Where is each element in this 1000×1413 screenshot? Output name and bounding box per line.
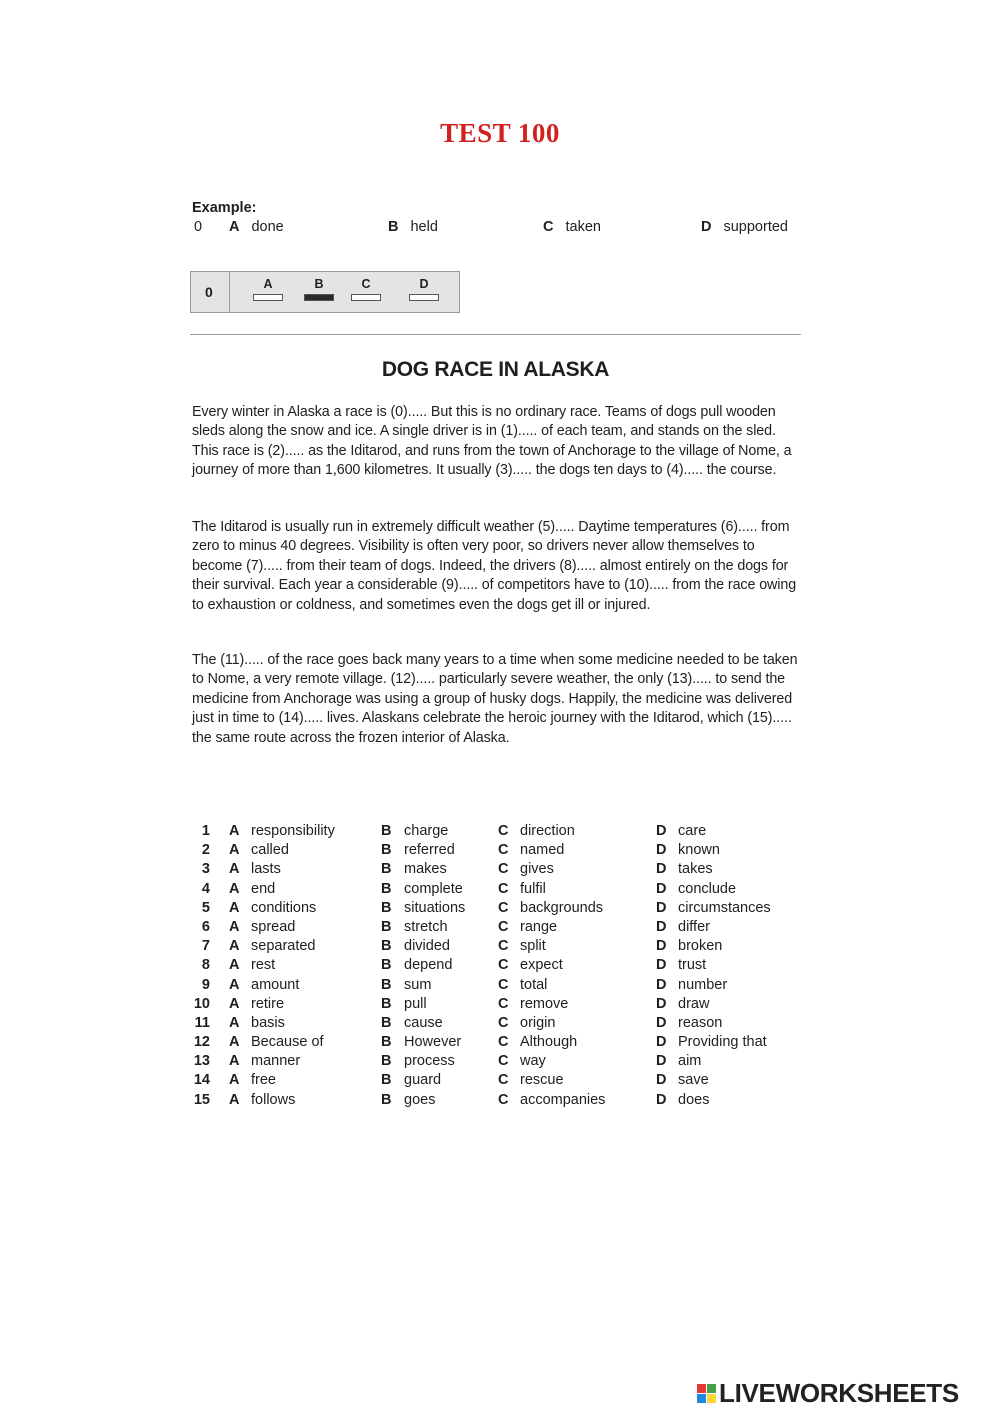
example-option-d: D supported bbox=[701, 219, 788, 235]
option-word-b: sum bbox=[404, 976, 432, 993]
option-letter-d: D bbox=[656, 1091, 667, 1108]
answer-bubble bbox=[253, 294, 283, 301]
option-letter-d: D bbox=[656, 995, 667, 1012]
option-word-a: free bbox=[251, 1072, 276, 1089]
question-number: 4 bbox=[201, 880, 210, 897]
option-word-c: accompanies bbox=[520, 1091, 606, 1108]
question-number: 1 bbox=[201, 823, 210, 839]
option-word-d: aim bbox=[678, 1053, 702, 1070]
option-letter-d: D bbox=[656, 957, 667, 974]
option-letter-b: B bbox=[381, 880, 392, 897]
example-option-a: A done bbox=[229, 219, 284, 235]
option-letter-c: C bbox=[498, 861, 509, 878]
option-word-c: total bbox=[520, 976, 548, 993]
option-letter-d: D bbox=[656, 899, 667, 916]
option-word-b: goes bbox=[404, 1091, 436, 1108]
logo-square bbox=[707, 1384, 716, 1393]
example-option-c: C taken bbox=[543, 219, 601, 235]
option-letter-d: D bbox=[656, 861, 667, 878]
page-title: TEST 100 bbox=[440, 118, 560, 148]
option-letter-a: A bbox=[229, 938, 240, 955]
option-word-d: differ bbox=[678, 918, 710, 935]
option-letter-d: D bbox=[656, 1034, 667, 1051]
question-number: 6 bbox=[201, 918, 210, 935]
option-letter-b: B bbox=[381, 1091, 392, 1108]
question-row bbox=[0, 957, 1000, 976]
option-word-d: care bbox=[678, 823, 707, 839]
option-word-b: stretch bbox=[404, 918, 448, 935]
option-word-a: basis bbox=[251, 1014, 285, 1031]
option-word-a: separated bbox=[251, 938, 316, 955]
answer-bubble bbox=[351, 294, 381, 301]
question-row bbox=[0, 1053, 1000, 1072]
answer-bubble bbox=[409, 294, 439, 301]
option-word-c: named bbox=[520, 842, 565, 859]
logo-square bbox=[707, 1394, 716, 1403]
option-letter-b: B bbox=[381, 1072, 392, 1089]
story-title: DOG RACE IN ALASKA bbox=[381, 358, 610, 381]
option-word-c: expect bbox=[520, 957, 563, 974]
option-letter-a: A bbox=[229, 1091, 240, 1108]
option-letter-c: C bbox=[498, 1072, 509, 1089]
option-letter-b: B bbox=[381, 861, 392, 878]
option-letter-d: D bbox=[656, 842, 667, 859]
option-word-c: rescue bbox=[520, 1072, 564, 1089]
logo-text: LIVEWORKSHEETS bbox=[719, 1377, 959, 1408]
option-letter-c: C bbox=[498, 957, 509, 974]
option-word-a: responsibility bbox=[251, 823, 335, 839]
option-letter-a: A bbox=[229, 957, 240, 974]
answer-box-number: 0 bbox=[205, 284, 213, 300]
option-word-d: broken bbox=[678, 938, 723, 955]
option-word-a: conditions bbox=[251, 899, 317, 916]
option-word-d: Providing that bbox=[678, 1034, 767, 1051]
option-word-d: does bbox=[678, 1091, 710, 1108]
option-letter-a: A bbox=[229, 918, 240, 935]
option-letter-a: A bbox=[229, 1072, 240, 1089]
logo-square bbox=[697, 1384, 706, 1393]
question-number: 11 bbox=[194, 1014, 210, 1031]
answer-option-c: C bbox=[351, 277, 381, 301]
question-number: 3 bbox=[201, 861, 210, 878]
option-word-d: reason bbox=[678, 1014, 723, 1031]
option-word-a: follows bbox=[251, 1091, 296, 1108]
option-letter-a: A bbox=[229, 861, 240, 878]
option-letter-a: A bbox=[229, 976, 240, 993]
option-letter-c: C bbox=[498, 880, 509, 897]
option-letter-c: C bbox=[498, 823, 509, 839]
option-letter-c: C bbox=[498, 842, 509, 859]
option-word-a: amount bbox=[251, 976, 300, 993]
option-word-c: fulfil bbox=[520, 880, 546, 897]
option-word-a: rest bbox=[251, 957, 276, 974]
logo-mark-icon bbox=[697, 1384, 716, 1403]
option-word-d: number bbox=[678, 976, 728, 993]
option-word-b: divided bbox=[404, 938, 450, 955]
option-letter-c: C bbox=[498, 899, 509, 916]
option-word-b: charge bbox=[404, 823, 449, 839]
question-row bbox=[0, 938, 1000, 957]
question-row bbox=[0, 842, 1000, 861]
option-letter-d: D bbox=[656, 1053, 667, 1070]
answer-option-b: B bbox=[304, 277, 334, 301]
option-letter-c: C bbox=[498, 1014, 509, 1031]
option-word-b: makes bbox=[404, 861, 447, 878]
option-letter-c: C bbox=[498, 1053, 509, 1070]
question-number: 10 bbox=[193, 995, 210, 1012]
option-letter-b: B bbox=[381, 1014, 392, 1031]
option-word-a: end bbox=[251, 880, 276, 897]
question-row bbox=[0, 1015, 1000, 1034]
story-paragraph-3: The (11)..... of the race goes back many years to a time when some medicine needed to be taken to Nome, a very remote village. (12)..... particularly severe weather, the only (13)..... to send the medicine from Anchorage was using a group of husky dogs. Happily, the medicine was delivered just in time to (14)..... lives. Alaskans celebrate the heroic journey with the Iditarod, which (15)..... the same route across the frozen interior of Alaska. bbox=[192, 652, 798, 746]
option-word-a: called bbox=[251, 842, 289, 859]
option-word-d: takes bbox=[678, 861, 713, 878]
option-letter-a: A bbox=[229, 1053, 240, 1070]
story-paragraph-2: The Iditarod is usually run in extremely difficult weather (5)..... Daytime temperatures (6)..... from zero to minus 40 degrees. Visibility is often very poor, so drivers never allow themselves to become (7)..... from their team of dogs. Indeed, the drivers (8)..... almost entirely on the dogs for their survival. Each year a considerable (9)..... of competitors have to (10)..... from the race owing to exhaustion or coldness, and sometimes even the dogs get ill or injured. bbox=[192, 519, 797, 613]
option-word-b: depend bbox=[404, 957, 453, 974]
option-letter-d: D bbox=[656, 976, 667, 993]
option-letter-c: C bbox=[498, 976, 509, 993]
question-number: 8 bbox=[201, 957, 210, 974]
option-letter-a: A bbox=[229, 899, 240, 916]
option-word-b: referred bbox=[404, 842, 455, 859]
option-word-d: trust bbox=[678, 957, 707, 974]
example-answer-box bbox=[190, 271, 460, 313]
question-row bbox=[0, 861, 1000, 880]
question-number: 7 bbox=[201, 938, 210, 955]
option-word-c: range bbox=[520, 918, 558, 935]
option-word-a: retire bbox=[251, 995, 285, 1012]
option-word-c: gives bbox=[520, 861, 554, 878]
question-row bbox=[0, 919, 1000, 938]
option-letter-a: A bbox=[229, 823, 240, 839]
example-number: 0 bbox=[194, 219, 203, 235]
option-letter-b: B bbox=[381, 957, 392, 974]
question-number: 12 bbox=[193, 1034, 210, 1051]
question-number: 5 bbox=[201, 899, 210, 916]
option-letter-a: A bbox=[229, 995, 240, 1012]
option-word-b: However bbox=[404, 1034, 462, 1051]
question-number: 2 bbox=[201, 842, 210, 859]
option-letter-d: D bbox=[656, 1072, 667, 1089]
option-word-a: manner bbox=[251, 1053, 301, 1070]
option-letter-c: C bbox=[498, 938, 509, 955]
option-letter-a: A bbox=[229, 842, 240, 859]
option-letter-b: B bbox=[381, 842, 392, 859]
question-number: 13 bbox=[193, 1053, 210, 1070]
divider-rule bbox=[190, 334, 801, 335]
option-word-a: spread bbox=[251, 918, 296, 935]
option-word-c: backgrounds bbox=[520, 899, 604, 916]
story-paragraph-1: Every winter in Alaska a race is (0)..... But this is no ordinary race. Teams of dogs pull wooden sleds along the snow and ice. A single driver is in (1)..... of each team, and stands on the sled. This race is (2)..... as the Iditarod, and runs from the town of Anchorage to the village of Nome, a journey of more than 1,600 kilometres. It usually (3)..... the dogs ten days to (4)..... the course. bbox=[192, 404, 792, 479]
option-word-b: complete bbox=[404, 880, 463, 897]
option-letter-b: B bbox=[381, 1053, 392, 1070]
option-letter-b: B bbox=[381, 823, 392, 839]
answer-options-list bbox=[0, 823, 1000, 1111]
question-number: 14 bbox=[193, 1072, 210, 1089]
option-word-d: conclude bbox=[678, 880, 737, 897]
option-word-c: direction bbox=[520, 823, 575, 839]
option-letter-b: B bbox=[381, 938, 392, 955]
option-letter-d: D bbox=[656, 1014, 667, 1031]
option-letter-c: C bbox=[498, 1034, 509, 1051]
question-number: 9 bbox=[201, 976, 210, 993]
question-number: 15 bbox=[193, 1091, 210, 1108]
option-letter-c: C bbox=[498, 995, 509, 1012]
option-letter-d: D bbox=[656, 880, 667, 897]
answer-bubble bbox=[304, 294, 334, 301]
option-letter-c: C bbox=[498, 1091, 509, 1108]
option-word-b: situations bbox=[404, 899, 466, 916]
question-row bbox=[0, 1034, 1000, 1053]
question-row bbox=[0, 881, 1000, 900]
option-word-d: save bbox=[678, 1072, 709, 1089]
option-letter-a: A bbox=[229, 880, 240, 897]
answer-box-divider bbox=[229, 272, 230, 312]
answer-option-d: D bbox=[409, 277, 439, 301]
option-word-c: way bbox=[520, 1053, 546, 1070]
answer-option-a: A bbox=[253, 277, 283, 301]
question-row bbox=[0, 900, 1000, 919]
option-letter-b: B bbox=[381, 995, 392, 1012]
option-letter-a: A bbox=[229, 1034, 240, 1051]
option-word-b: process bbox=[404, 1053, 455, 1070]
option-letter-d: D bbox=[656, 823, 667, 839]
option-letter-a: A bbox=[229, 1014, 240, 1031]
option-letter-b: B bbox=[381, 976, 392, 993]
option-word-c: split bbox=[520, 938, 546, 955]
example-label: Example: bbox=[192, 200, 257, 216]
option-letter-d: D bbox=[656, 918, 667, 935]
question-row bbox=[0, 977, 1000, 996]
liveworksheets-logo bbox=[697, 1378, 959, 1408]
option-letter-b: B bbox=[381, 899, 392, 916]
option-letter-b: B bbox=[381, 918, 392, 935]
option-word-b: guard bbox=[404, 1072, 442, 1089]
option-word-c: remove bbox=[520, 995, 569, 1012]
option-letter-b: B bbox=[381, 1034, 392, 1051]
option-letter-c: C bbox=[498, 918, 509, 935]
example-option-b: B held bbox=[388, 219, 438, 235]
option-word-c: origin bbox=[520, 1014, 556, 1031]
option-word-d: known bbox=[678, 842, 720, 859]
option-word-a: lasts bbox=[251, 861, 281, 878]
option-word-d: circumstances bbox=[678, 899, 771, 916]
option-word-b: cause bbox=[404, 1014, 443, 1031]
option-word-d: draw bbox=[678, 995, 710, 1012]
logo-square bbox=[697, 1394, 706, 1403]
option-word-c: Although bbox=[520, 1034, 578, 1051]
question-row bbox=[0, 1092, 1000, 1111]
option-letter-d: D bbox=[656, 938, 667, 955]
option-word-a: Because of bbox=[251, 1034, 324, 1051]
option-word-b: pull bbox=[404, 995, 427, 1012]
question-row bbox=[0, 823, 1000, 842]
question-row bbox=[0, 1072, 1000, 1091]
question-row bbox=[0, 996, 1000, 1015]
